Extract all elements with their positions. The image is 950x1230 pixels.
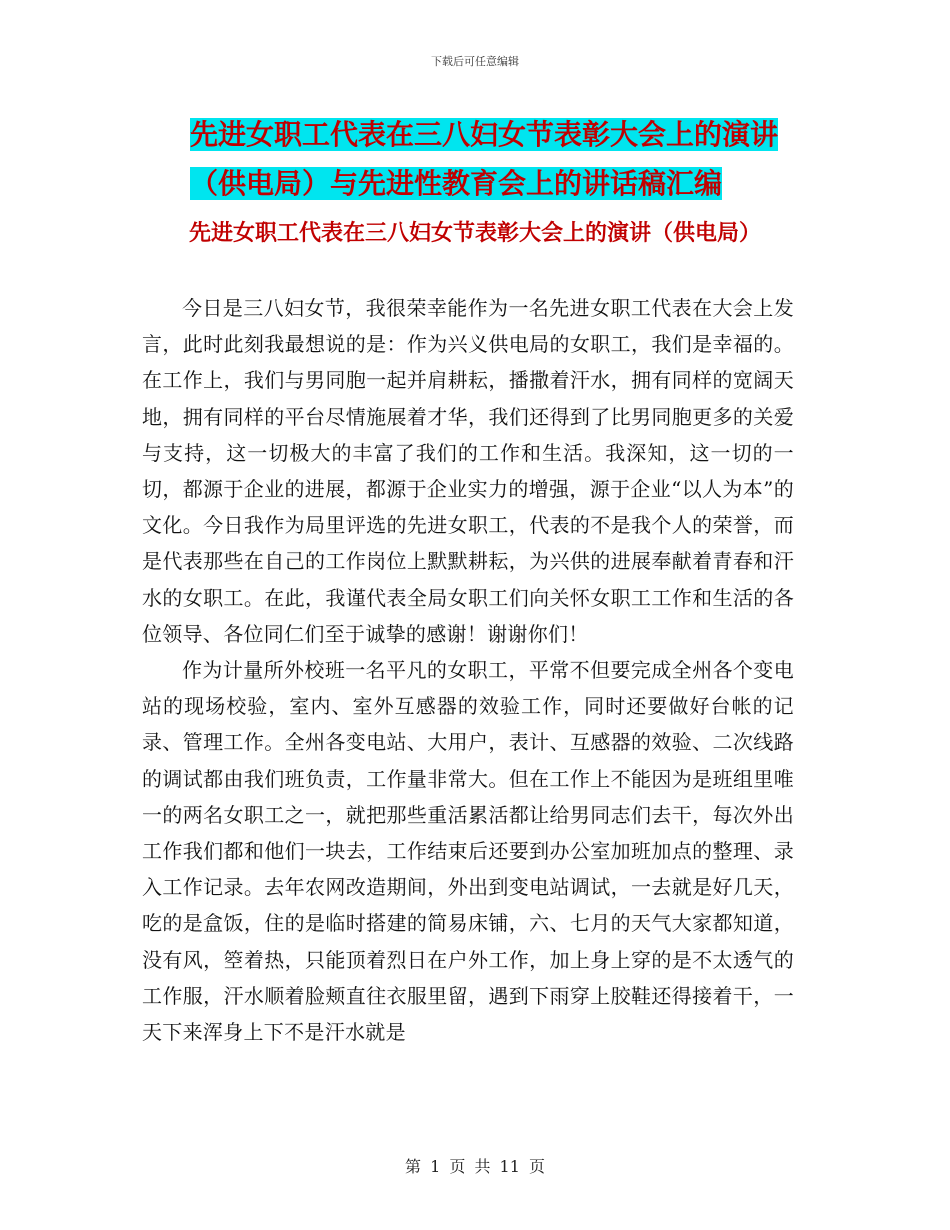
- document-title-text: 先进女职工代表在三八妇女节表彰大会上的演讲（供电局）与先进性教育会上的讲话稿汇编: [190, 118, 779, 200]
- document-title: [190, 110, 810, 208]
- paragraph-2: 作为计量所外校班一名平凡的女职工，平常不但要完成全州各个变电站的现场校验，室内、室外互感器的效验工作，同时还要做好台帐的记录、管理工作。全州各变电站、大用户，表计、互感器的效验、二次线路的调试都由我们班负责，工作量非常大。但在工作上不能因为是班组里唯一的两名女职工之一，就把那些重活累活都让给男同志们去干，每次外出工作我们都和他们一块去，工作结束后还要到办公室加班加点的整理、录入工作记录。去年农网改造期间，外出到变电站调试，一去就是好几天，吃的是盒饭，住的是临时搭建的简易床铺，六、七月的天气大家都知道，没有风，箜着热，只能顶着烈日在户外工作，加上身上穿的是不太透气的工作服，汗水顺着脸颊直往衣服里留，遇到下雨穿上胶鞋还得接着干，一天下来浑身上下不是汗水就是: [142, 658, 794, 1045]
- paragraph-1: 今日是三八妇女节，我很荣幸能作为一名先进女职工代表在大会上发言，此时此刻我最想说的是：作为兴义供电局的女职工，我们是幸福的。在工作上，我们与男同胞一起并肩耕耘，播撒着汗水，拥有同样的宽阔天地，拥有同样的平台尽情施展着才华，我们还得到了比男同胞更多的关爱与支持，这一切极大的丰富了我们的工作和生活。我深知，这一切的一切，都源于企业的进展，都源于企业实力的增强，源于企业“以人为本”的文化。今日我作为局里评选的先进女职工，代表的不是我个人的荣誉，而是代表那些在自己的工作岗位上默默耕耘，为兴供的进展奉献着青春和汗水的女职工。在此，我谨代表全局女职工们向关怀女职工工作和生活的各位领导、各位同仁们至于诚挚的感谢！谢谢你们！: [142, 296, 794, 646]
- section-title: 先进女职工代表在三八妇女节表彰大会上的演讲（供电局）: [188, 221, 761, 246]
- document-body: [142, 290, 794, 1050]
- page-number-footer: 第 1 页 共 11 页: [405, 1157, 545, 1176]
- header-note: 下载后可任意编辑: [431, 55, 519, 68]
